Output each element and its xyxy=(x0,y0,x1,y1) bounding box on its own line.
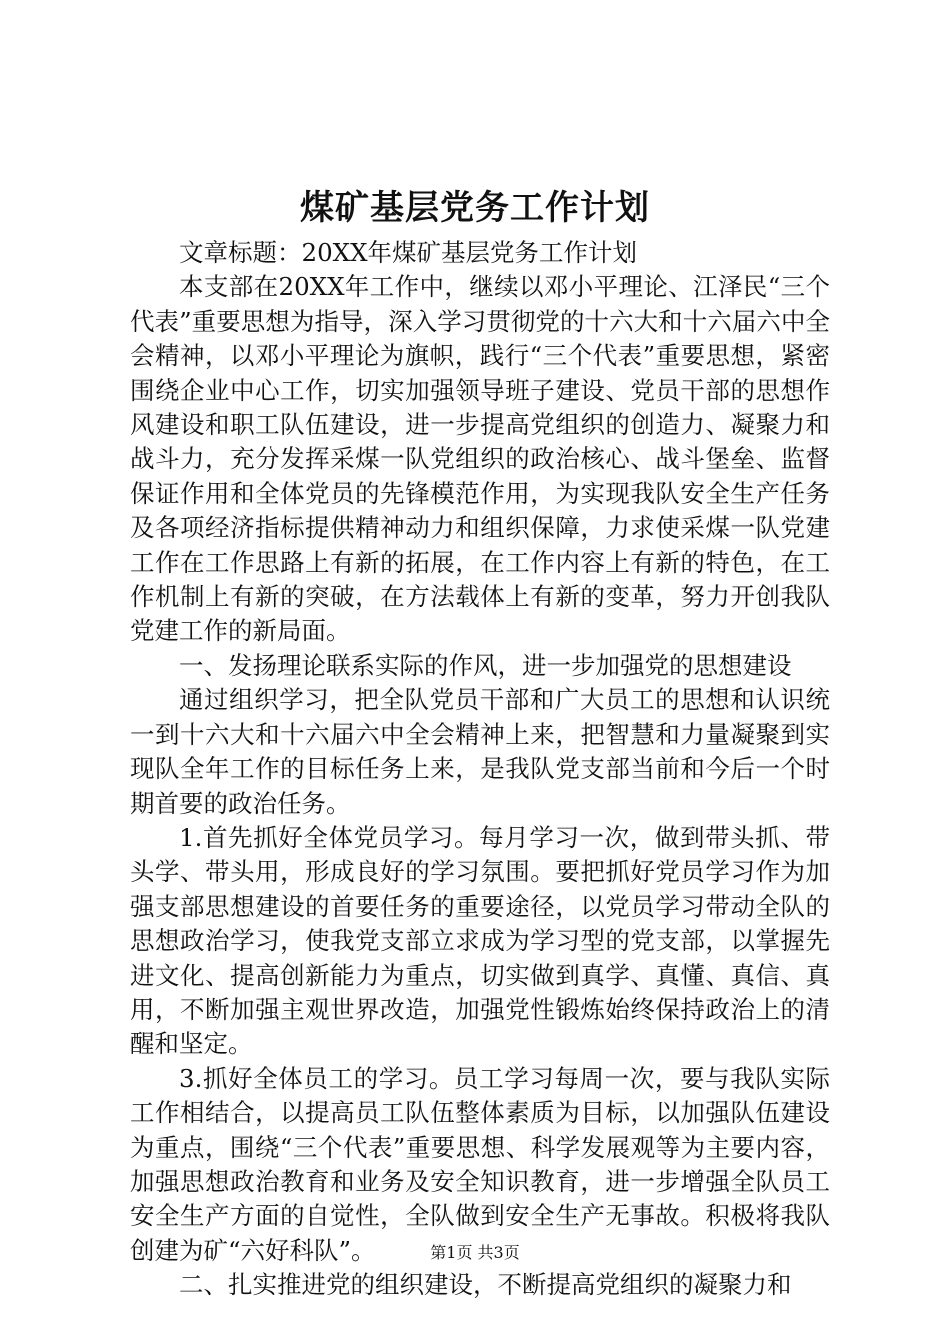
item-1-paragraph: 1.首先抓好全体党员学习。每月学习一次，做到带头抓、带头学、带头用，形成良好的学习氛围。要把抓好党员学习作为加强支部思想建设的首要任务的重要途径，以党员学习带动全队的思想政治学习，使我党支部立求成为学习型的党支部，以掌握先进文化、提高创新能力为重点，切实做到真学、真懂、真信、真用，不断加强主观世界改造，加强党性锻炼始终保持政治上的清醒和坚定。 xyxy=(130,822,830,1059)
item-3-paragraph: 3.抓好全体员工的学习。员工学习每周一次，要与我队实际工作相结合，以提高员工队伍整体素质为目标，以加强队伍建设为重点，围绕“三个代表”重要思想、科学发展观等为主要内容，加强思想政治教育和业务及安全知识教育，进一步增强全队员工安全生产方面的自觉性，全队做到安全生产无事故。积极将我队创建为矿“六好科队”。 xyxy=(130,1063,830,1265)
section-heading-2: 二、扎实推进党的组织建设，不断提高党组织的凝聚力和 xyxy=(179,1270,792,1300)
section-1-paragraph: 通过组织学习，把全队党员干部和广大员工的思想和认识统一到十六大和十六届六中全会精神上来，把智慧和力量凝聚到实现队全年工作的目标任务上来，是我队党支部当前和今后一个时期首要的政治任务。 xyxy=(130,685,830,818)
page-footer: 第1页 共3页 xyxy=(430,1243,520,1262)
section-heading-1: 一、发扬理论联系实际的作风，进一步加强党的思想建设 xyxy=(179,650,792,680)
document-body xyxy=(130,236,830,1303)
article-title-line: 文章标题：20XX年煤矿基层党务工作计划 xyxy=(179,238,638,267)
document-title: 煤矿基层党务工作计划 xyxy=(300,188,650,228)
intro-paragraph: 本支部在20XX年工作中，继续以邓小平理论、江泽民“三个代表”重要思想为指导，深入学习贯彻党的十六大和十六届六中全会精神，以邓小平理论为旗帜，践行“三个代表”重要思想，紧密围绕企业中心工作，切实加强领导班子建设、党员干部的思想作风建设和职工队伍建设，进一步提高党组织的创造力、凝聚力和战斗力，充分发挥采煤一队党组织的政治核心、战斗堡垒、监督保证作用和全体党员的先锋模范作用，为实现我队安全生产任务及各项经济指标提供精神动力和组织保障，力求使采煤一队党建工作在工作思路上有新的拓展，在工作内容上有新的特色，在工作机制上有新的突破，在方法载体上有新的变革，努力开创我队党建工作的新局面。 xyxy=(130,272,830,646)
